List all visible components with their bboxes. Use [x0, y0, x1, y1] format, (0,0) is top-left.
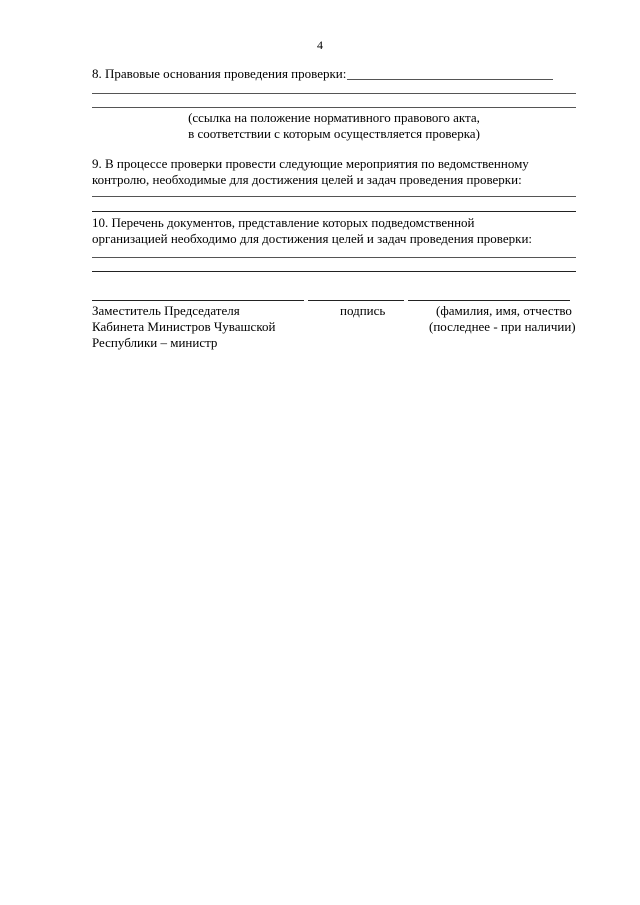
page-number: 4: [317, 38, 323, 52]
section-8-note-line-1: (ссылка на положение нормативного правового акта,: [188, 110, 480, 125]
section-8-blank-line-1: [92, 93, 576, 94]
section-9-blank-line-2: [92, 211, 576, 212]
section-10-blank-line-2: [92, 271, 576, 272]
position-line-3: Республики – министр: [92, 335, 218, 350]
section-10-line-1: 10. Перечень документов, представление которых подведомственной: [92, 215, 475, 230]
section-10-blank-line-1: [92, 257, 576, 258]
full-name-line: [408, 300, 570, 301]
section-8-note-line-2: в соответствии с которым осуществляется проверка): [188, 126, 480, 141]
signature-label: подпись: [340, 303, 386, 318]
signature-line: [308, 300, 404, 301]
section-9-line-2: контролю, необходимые для достижения целей и задач проведения проверки:: [92, 172, 522, 187]
section-9-blank-line-1: [92, 196, 576, 197]
full-name-label-line-1: (фамилия, имя, отчество: [436, 303, 572, 318]
full-name-label-line-2: (последнее - при наличии): [429, 319, 576, 334]
position-line-1: Заместитель Председателя: [92, 303, 240, 318]
section-9-line-1: 9. В процессе проверки провести следующие мероприятия по ведомственному: [92, 156, 529, 171]
section-8-label: 8. Правовые основания проведения проверки:: [92, 66, 347, 81]
position-signature-line: [92, 300, 304, 301]
section-10-line-2: организацией необходимо для достижения целей и задач проведения проверки:: [92, 231, 533, 246]
section-8-fill-line: [347, 79, 553, 80]
section-8-blank-line-2: [92, 107, 576, 108]
position-line-2: Кабинета Министров Чувашской: [92, 319, 276, 334]
